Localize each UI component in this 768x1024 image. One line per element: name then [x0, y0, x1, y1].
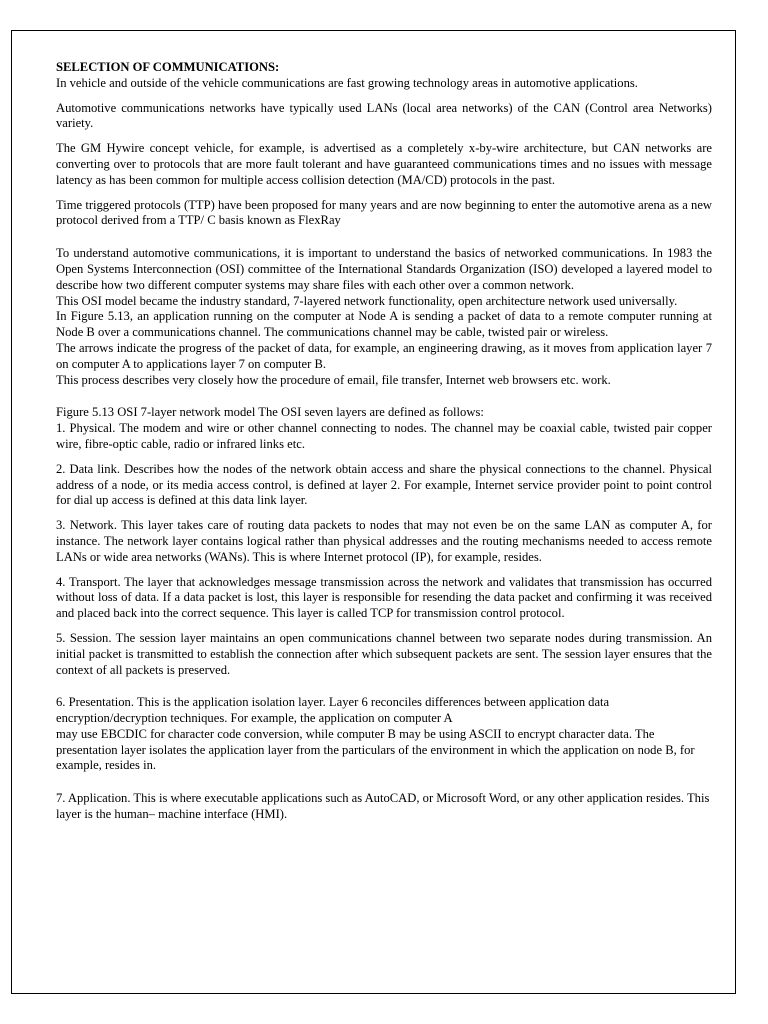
- bullet-paragraph: [56, 76, 712, 92]
- bullet-paragraph: [56, 101, 712, 133]
- intro-paragraph: In Figure 5.13, an application running on the computer at Node A is sending a packet of data to a remote computer running at Node B over a communications channel. The communications channel may be cable, twisted pair or wireless.: [56, 309, 712, 340]
- intro-paragraph: This process describes very closely how the procedure of email, file transfer, Internet web browsers etc. work.: [56, 372, 611, 387]
- intro-paragraph: This OSI model became the industry standard, 7-layered network functionality, open architecture network used universally.: [56, 293, 678, 308]
- layer-paragraph-presentation-2: may use EBCDIC for character code conversion, while computer B may be using ASCII to encrypt character data. The presentation layer isolates the application layer from the particulars of the environment in which the application on node B, for example, resides in.: [56, 726, 695, 773]
- bullet-paragraph: [56, 198, 712, 230]
- layer-paragraph: 2. Data link. Describes how the nodes of the network obtain access and share the physical connections to the channel. Physical address of a node, or its media access control, is defined at layer 2. For example, Internet service provider point to point control for dial up access is defined at this data link layer.: [56, 461, 712, 508]
- section-heading: SELECTION OF COMMUNICATIONS:: [56, 60, 280, 74]
- intro-paragraph: To understand automotive communications, it is important to understand the basics of networked communications. In 1983 the Open Systems Interconnection (OSI) committee of the International Standards Organization (ISO) developed a layered model to describe how two different computer systems may share files with each other over a common network.: [56, 246, 712, 292]
- intro-paragraph: The arrows indicate the progress of the packet of data, for example, an engineering drawing, as it moves from application layer 7 on computer A to applications layer 7 on computer B.: [56, 340, 712, 371]
- layer-paragraph: 5. Session. The session layer maintains an open communications channel between two separate nodes during transmission. An initial packet is transmitted to establish the connection after which subsequent packets are sent. The session layer ensures that the context of all packets is preserved.: [56, 630, 712, 677]
- document-body: [56, 60, 712, 823]
- bullet-paragraph: [56, 141, 712, 188]
- bullet-text: In vehicle and outside of the vehicle communications are fast growing technology areas in automotive applications.: [56, 75, 638, 90]
- layer-paragraph-application: 7. Application. This is where executable applications such as AutoCAD, or Microsoft Word, or any other application resides. This layer is the human– machine interface (HMI).: [56, 791, 710, 822]
- layer-paragraph: 1. Physical. The modem and wire or other channel connecting to nodes. The channel may be coaxial cable, twisted pair copper wire, fibre-optic cable, radio or infrared links etc.: [56, 421, 712, 451]
- figure-caption: Figure 5.13 OSI 7-layer network model The OSI seven layers are defined as follows:: [56, 405, 484, 420]
- layer-paragraph: 4. Transport. The layer that acknowledges message transmission across the network and validates that transmission has occurred without loss of data. If a data packet is lost, this layer is responsible for resending the data packet and confirming it was received and placed back into the correct sequence. This layer is called TCP for transmission control protocol.: [56, 574, 712, 621]
- bullet-text: Time triggered protocols (TTP) have been proposed for many years and are now beginning to enter the automotive arena as a new protocol derived from a TTP/ C basis known as FlexRay: [56, 197, 712, 228]
- layer-paragraph: 3. Network. This layer takes care of routing data packets to nodes that may not even be on the same LAN as computer A, for instance. The network layer contains logical rather than physical addresses and the routing mechanisms needed to access remote LANs or wide area networks (WANs). This is where Internet protocol (IP), for example, resides.: [56, 518, 712, 564]
- bullet-text: The GM Hywire concept vehicle, for example, is advertised as a completely x-by-wire architecture, but CAN networks are converting over to protocols that are more fault tolerant and have guaranteed communications times and no issues with message latency as has been common for multiple access collision detection (MA/CD) protocols in the past.: [56, 141, 712, 187]
- bullet-text: Automotive communications networks have typically used LANs (local area networks) of the CAN (Control area Networks) variety.: [56, 100, 712, 131]
- layer-paragraph-presentation-1: 6. Presentation. This is the application isolation layer. Layer 6 reconciles differences between application data encryption/decryption techniques. For example, the application on computer A: [56, 695, 610, 726]
